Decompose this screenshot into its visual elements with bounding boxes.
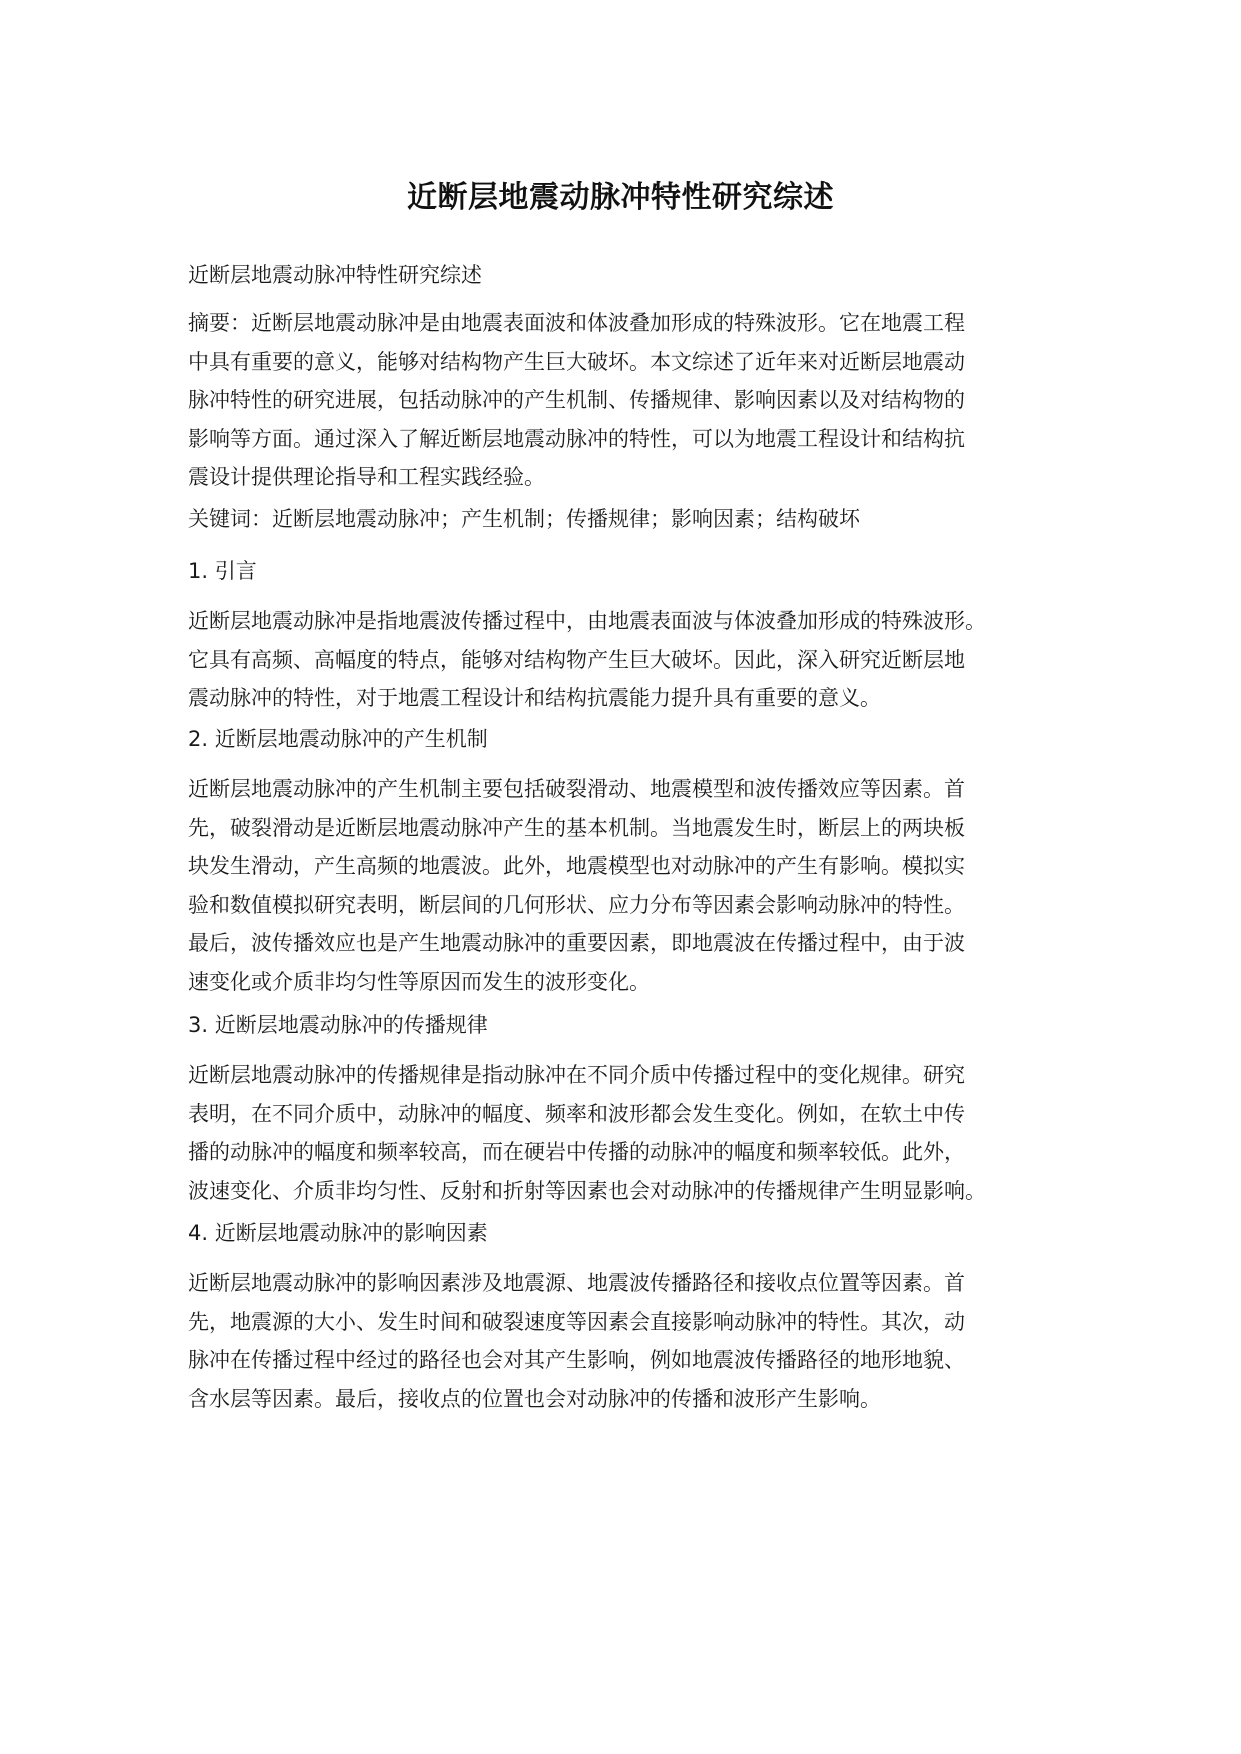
paragraph-line: 表明，在不同介质中，动脉冲的幅度、频率和波形都会发生变化。例如，在软土中传 [188, 1101, 965, 1126]
section-heading [188, 552, 1068, 591]
abstract-paragraph [188, 304, 1068, 497]
document-title: 近断层地震动脉冲特性研究综述 [407, 180, 834, 215]
paragraph-line: 含水层等因素。最后，接收点的位置也会对动脉冲的传播和波形产生影响。 [188, 1386, 881, 1411]
paragraph-line: 块发生滑动，产生高频的地震波。此外，地震模型也对动脉冲的产生有影响。模拟实 [188, 854, 965, 879]
section-3-body [188, 1056, 1068, 1210]
paragraph-line: 近断层地震动脉冲的产生机制主要包括破裂滑动、地震模型和波传播效应等因素。首 [188, 777, 965, 801]
paragraph-line: 验和数值模拟研究表明，断层间的几何形状、应力分布等因素会影响动脉冲的特性。 [188, 892, 965, 917]
paragraph-line: 最后，波传播效应也是产生地震动脉冲的重要因素，即地震波在传播过程中，由于波 [188, 931, 965, 956]
paragraph-line: 先，地震源的大小、发生时间和破裂速度等因素会直接影响动脉冲的特性。其次，动 [188, 1309, 965, 1334]
paragraph-line: 速变化或介质非均匀性等原因而发生的波形变化。 [188, 969, 650, 994]
keywords-text: 关键词：近断层地震动脉冲；产生机制；传播规律；影响因素；结构破坏 [188, 507, 860, 531]
paragraph-line: 播的动脉冲的幅度和频率较高，而在硬岩中传播的动脉冲的幅度和频率较低。此外， [188, 1140, 965, 1165]
keywords-paragraph [188, 500, 1068, 539]
section-heading [188, 1006, 1068, 1045]
paragraph-line: 波速变化、介质非均匀性、反射和折射等因素也会对动脉冲的传播规律产生明显影响。 [188, 1178, 986, 1203]
abstract-line: 摘要：近断层地震动脉冲是由地震表面波和体波叠加形成的特殊波形。它在地震工程 [188, 311, 965, 335]
abstract-line: 影响等方面。通过深入了解近断层地震动脉冲的特性，可以为地震工程设计和结构抗 [188, 426, 965, 451]
section-1-heading: 1. 引言 [188, 559, 257, 583]
section-2-body [188, 770, 1068, 1002]
abstract-line: 脉冲特性的研究进展，包括动脉冲的产生机制、传播规律、影响因素以及对结构物的 [188, 388, 965, 413]
section-2-heading: 2. 近断层地震动脉冲的产生机制 [188, 727, 488, 751]
section-3-heading: 3. 近断层地震动脉冲的传播规律 [188, 1013, 488, 1037]
paragraph-line: 近断层地震动脉冲的影响因素涉及地震源、地震波传播路径和接收点位置等因素。首 [188, 1271, 965, 1295]
subtitle-text: 近断层地震动脉冲特性研究综述 [188, 263, 482, 287]
abstract-line: 震设计提供理论指导和工程实践经验。 [188, 465, 545, 490]
paragraph-line: 它具有高频、高幅度的特点，能够对结构物产生巨大破坏。因此，深入研究近断层地 [188, 647, 965, 672]
paragraph-line: 先，破裂滑动是近断层地震动脉冲产生的基本机制。当地震发生时，断层上的两块板 [188, 815, 965, 840]
paragraph-line: 震动脉冲的特性，对于地震工程设计和结构抗震能力提升具有重要的意义。 [188, 686, 881, 711]
section-1-body [188, 602, 1068, 718]
section-4-body [188, 1264, 1068, 1418]
paragraph-line: 近断层地震动脉冲的传播规律是指动脉冲在不同介质中传播过程中的变化规律。研究 [188, 1063, 965, 1087]
section-heading [188, 720, 1068, 759]
section-4-heading: 4. 近断层地震动脉冲的影响因素 [188, 1221, 488, 1245]
document-subtitle [188, 256, 1068, 295]
paragraph-line: 脉冲在传播过程中经过的路径也会对其产生影响，例如地震波传播路径的地形地貌、 [188, 1348, 965, 1373]
paragraph-line: 近断层地震动脉冲是指地震波传播过程中，由地震表面波与体波叠加形成的特殊波形。 [188, 609, 986, 633]
section-heading [188, 1214, 1068, 1253]
abstract-line: 中具有重要的意义，能够对结构物产生巨大破坏。本文综述了近年来对近断层地震动 [188, 349, 965, 374]
